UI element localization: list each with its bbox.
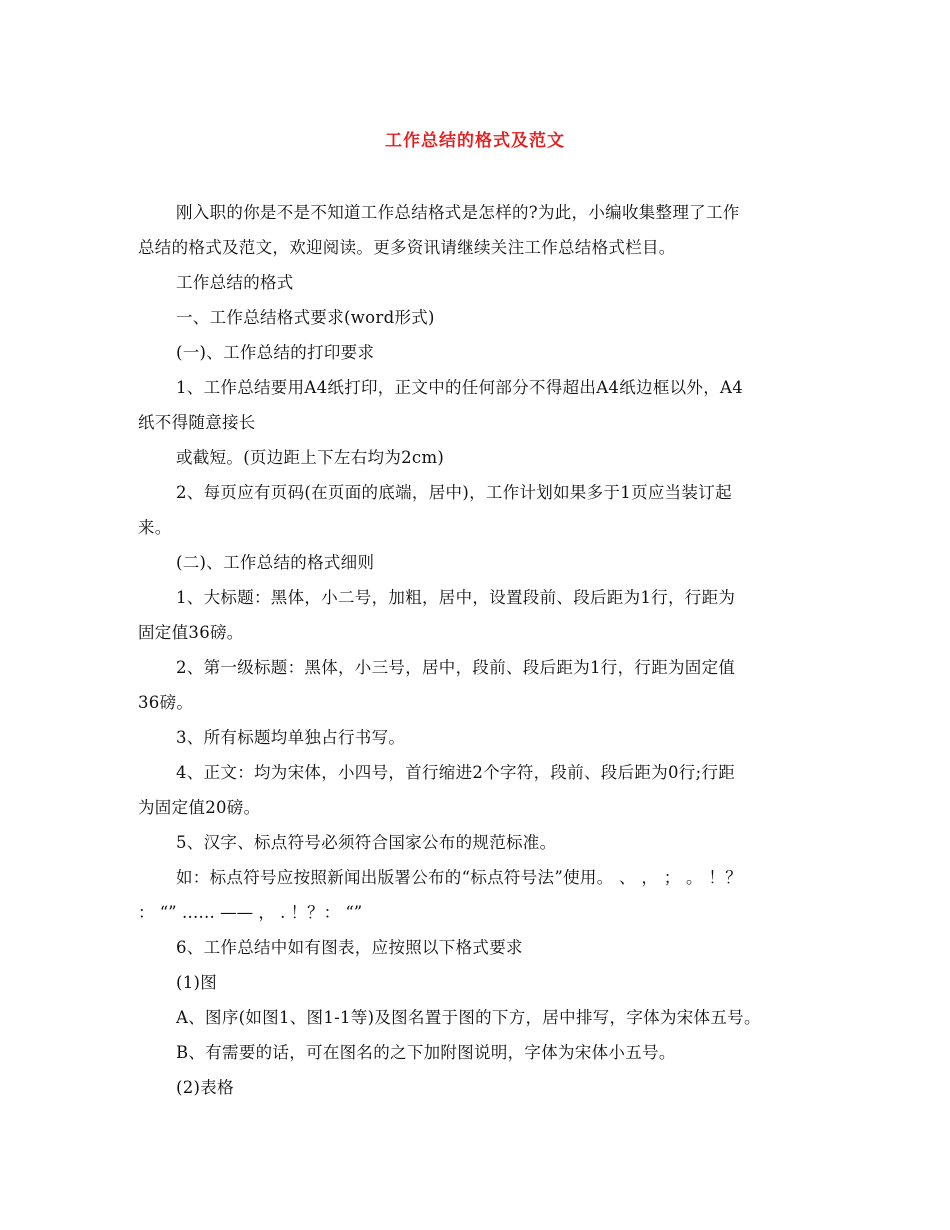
document-title: 工作总结的格式及范文 bbox=[385, 131, 565, 151]
paragraph-line: A、图序(如图1、图1-1等)及图名置于图的下方，居中排写，字体为宋体五号。 bbox=[176, 1008, 761, 1027]
paragraph-line: B、有需要的话，可在图名的之下加附图说明，字体为宋体小五号。 bbox=[176, 1043, 676, 1062]
paragraph-line: 纸不得随意接长 bbox=[138, 413, 256, 432]
paragraph-line: 2、第一级标题：黑体，小三号，居中，段前、段后距为1行，行距为固定值 bbox=[176, 658, 736, 677]
section-heading: 一、工作总结格式要求(word形式) bbox=[176, 308, 435, 327]
paragraph-line: 2、每页应有页码(在页面的底端，居中)，工作计划如果多于1页应当装订起 bbox=[176, 483, 732, 502]
paragraph-line: 36磅。 bbox=[138, 693, 194, 712]
paragraph-line: 刚入职的你是不是不知道工作总结格式是怎样的?为此，小编收集整理了工作 bbox=[176, 203, 740, 222]
paragraph-line: 总结的格式及范文，欢迎阅读。更多资讯请继续关注工作总结格式栏目。 bbox=[138, 238, 676, 257]
paragraph-line: (2)表格 bbox=[176, 1078, 234, 1097]
paragraph-line: 固定值36磅。 bbox=[138, 623, 244, 642]
paragraph-line: 1、工作总结要用A4纸打印，正文中的任何部分不得超出A4纸边框以外，A4 bbox=[176, 378, 744, 397]
paragraph-line: 4、正文：均为宋体，小四号，首行缩进2个字符，段前、段后距为0行;行距 bbox=[176, 763, 736, 782]
punctuation-line: ： “” …… —— ， . ！？： “” bbox=[138, 903, 363, 922]
paragraph-line: 为固定值20磅。 bbox=[138, 798, 261, 817]
paragraph-line: 3、所有标题均单独占行书写。 bbox=[176, 728, 406, 747]
paragraph-line: (1)图 bbox=[176, 973, 218, 992]
paragraph-line: 6、工作总结中如有图表，应按照以下格式要求 bbox=[176, 938, 523, 957]
paragraph-line: 或截短。(页边距上下左右均为2cm) bbox=[176, 448, 445, 467]
paragraph-line: 如：标点符号应按照新闻出版署公布的“标点符号法”使用。 、 ， ； 。 ！？ bbox=[176, 868, 742, 887]
paragraph-line: 5、汉字、标点符号必须符合国家公布的规范标准。 bbox=[176, 833, 557, 852]
paragraph-line: 1、大标题：黑体，小二号，加粗，居中，设置段前、段后距为1行，行距为 bbox=[176, 588, 736, 607]
subsection-heading: (二)、工作总结的格式细则 bbox=[176, 553, 375, 572]
subsection-heading: (一)、工作总结的打印要求 bbox=[176, 343, 375, 362]
document-body bbox=[138, 195, 838, 1105]
section-heading: 工作总结的格式 bbox=[176, 273, 294, 292]
paragraph-line: 来。 bbox=[138, 518, 172, 537]
